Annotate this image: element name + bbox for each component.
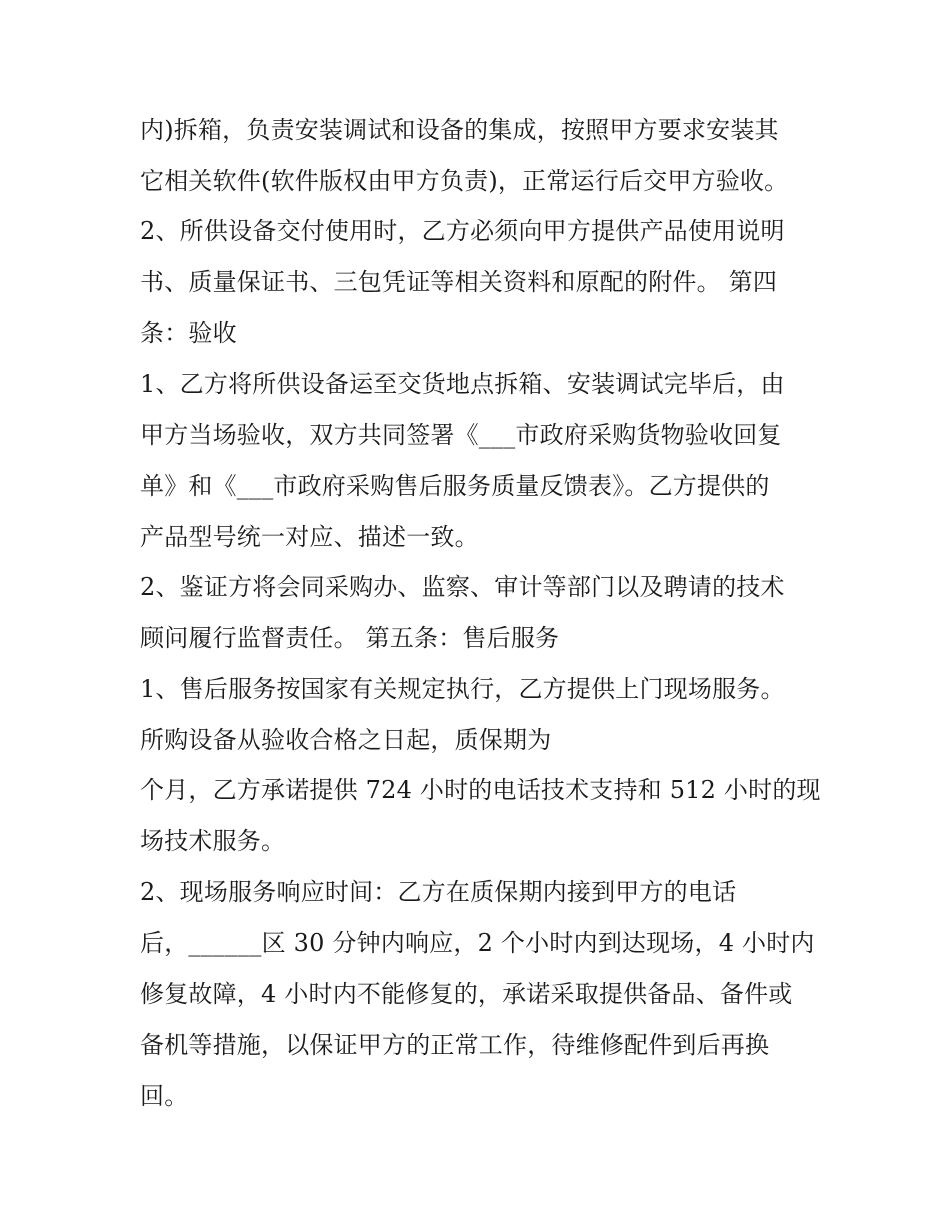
text-line: 内)拆箱，负责安装调试和设备的集成，按照甲方要求安装其: [140, 116, 779, 144]
text-line: 回。: [140, 1082, 189, 1110]
text-line: 1、售后服务按国家有关规定执行，乙方提供上门现场服务。: [140, 675, 785, 703]
text-line: 书、质量保证书、三包凭证等相关资料和原配的附件。 第四: [140, 268, 778, 296]
text-line: 场技术服务。: [140, 827, 286, 855]
text-line: 2、现场服务响应时间：乙方在质保期内接到甲方的电话: [140, 878, 737, 906]
text-line: 修复故障，4 小时内不能修复的，承诺采取提供备品、备件或: [140, 980, 793, 1008]
text-line: 个月，乙方承诺提供 724 小时的电话技术支持和 512 小时的现: [140, 776, 821, 804]
text-line: 备机等措施，以保证甲方的正常工作，待维修配件到后再换: [140, 1031, 770, 1059]
text-line: 所购设备从验收合格之日起，质保期为: [140, 726, 552, 754]
text-line: 1、乙方将所供设备运至交货地点拆箱、安装调试完毕后，由: [140, 370, 785, 398]
text-line: 它相关软件(软件版权由甲方负责)，正常运行后交甲方验收。: [140, 167, 789, 195]
text-line: 产品型号统一对应、描述一致。: [140, 523, 479, 551]
text-line: 后，______区 30 分钟内响应，2 个小时内到达现场，4 小时内: [140, 929, 815, 957]
text-line: 甲方当场验收，双方共同签署《___市政府采购货物验收回复: [140, 421, 782, 449]
text-line: 2、鉴证方将会同采购办、监察、审计等部门以及聘请的技术: [140, 573, 785, 601]
text-line: 条：验收: [140, 319, 237, 347]
text-line: 单》和《___市政府采购售后服务质量反馈表》。乙方提供的: [140, 472, 770, 500]
text-line: 顾问履行监督责任。 第五条：售后服务: [140, 624, 560, 652]
text-line: 2、所供设备交付使用时，乙方必须向甲方提供产品使用说明: [140, 217, 785, 245]
